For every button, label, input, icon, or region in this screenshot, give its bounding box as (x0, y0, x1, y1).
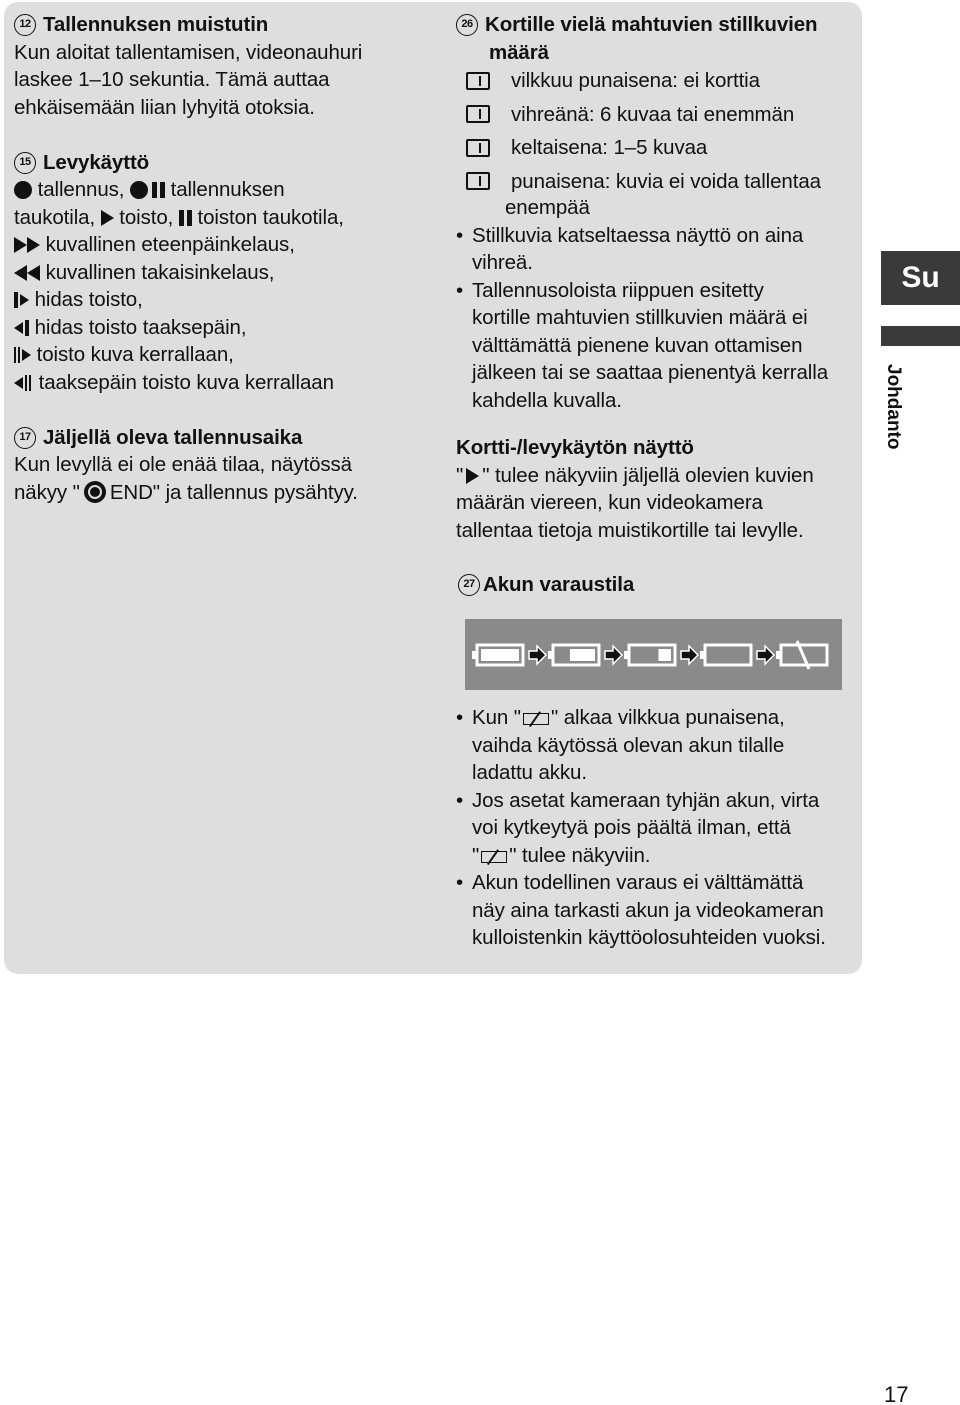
section-26-heading (456, 11, 856, 39)
battery-icon (548, 645, 599, 665)
arrow-right-icon (757, 646, 774, 664)
record-pause-icon (130, 181, 148, 199)
page-number: 17 (884, 1382, 909, 1405)
card-row-yellow: keltaisena: 1–5 kuvaa (456, 131, 856, 165)
card-row-red: punaisena: kuvia ei voida tallentaa (456, 165, 856, 199)
right-column (456, 11, 856, 599)
section-12-line: Kun aloitat tallentamisen, videonauhuri (14, 40, 363, 64)
empty-battery-icon (523, 713, 549, 725)
kortti-line: tallentaa tietoja muistikortille tai levylle. (456, 518, 804, 542)
section-26-title: Kortille vielä mahtuvien stillkuvien (485, 13, 818, 36)
disc-line-7: toisto kuva kerrallaan, (14, 341, 434, 369)
card-icon (466, 139, 490, 157)
item-number-15: 15 (14, 152, 36, 174)
section-17-line: näkyy " END" ja tallennus pysähtyy. (14, 480, 358, 504)
item-number-17: 17 (14, 427, 36, 449)
item-number-12: 12 (14, 14, 36, 36)
section-12-title: Tallennuksen muistutin (43, 13, 269, 36)
section-12-line: ehkäisemään liian lyhyitä otoksia. (14, 95, 315, 119)
list-item: • Tallennusoloista riippuen esitetty kortille mahtuvien stillkuvien määrä ei välttämättä pienene kuvan ottamisen jälkeen tai se saattaa pienentyä kerralla kahdella kuvalla. (456, 278, 829, 412)
section-26-title-cont: määrä (489, 40, 549, 64)
battery-notes (456, 704, 856, 952)
battery-icons (465, 619, 842, 690)
section-17-line: Kun levyllä ei ole enää tilaa, näytössä (14, 453, 352, 476)
arrow-right-icon (605, 646, 622, 664)
disc-line-1: tallennus, tallennuksen (14, 176, 434, 204)
section-15-heading (14, 149, 434, 177)
disc-line-5: hidas toisto, (14, 286, 434, 314)
section-15-title: Levykäyttö (43, 150, 150, 174)
battery-icon (624, 645, 675, 665)
pause-icon (179, 206, 192, 229)
disc-end-icon (84, 481, 106, 503)
slow-play-icon (14, 288, 29, 311)
card-icon (466, 105, 490, 123)
kortti-line: määrän viereen, kun videokamera (456, 491, 763, 514)
kortti-heading: Kortti-/levykäytön näyttö (456, 436, 694, 459)
list-item: • Kun " " alkaa vilkkua punaisena, vaihda käytössä olevan akun tilalle ladattu akku. (456, 706, 785, 784)
disc-line-4: kuvallinen takaisinkelaus, (14, 259, 434, 287)
item-number-26: 26 (456, 14, 478, 36)
disc-line-3: kuvallinen eteenpäinkelaus, (14, 231, 434, 259)
arrow-right-icon (681, 646, 698, 664)
disc-line-8: taaksepäin toisto kuva kerrallaan (14, 369, 434, 397)
no-card-icon (466, 72, 490, 90)
fast-forward-icon (14, 233, 40, 256)
play-icon (101, 210, 114, 226)
kortti-line: " " tulee näkyviin jäljellä olevien kuvien (456, 463, 814, 487)
left-column (14, 11, 434, 506)
battery-icon (472, 645, 523, 665)
side-divider (881, 326, 960, 346)
card-icon (466, 172, 490, 190)
card-row-green: vihreänä: 6 kuvaa tai enemmän (456, 98, 856, 132)
frame-reverse-icon (14, 371, 33, 394)
language-tab: Su (881, 251, 960, 305)
battery-fill (481, 649, 519, 661)
play-icon (466, 468, 479, 484)
list-item: • Stillkuvia katseltaessa näyttö on aina vihreä. (456, 223, 804, 274)
section-17-title: Jäljellä oleva tallennusaika (43, 425, 303, 449)
battery-fill (658, 649, 671, 661)
disc-line-6: hidas toisto taaksepäin, (14, 314, 434, 342)
disc-line-2: taukotila, toisto, toiston taukotila, (14, 205, 344, 229)
battery-icon (776, 641, 827, 669)
list-item: • Akun todellinen varaus ei välttämättä näy aina tarkasti akun ja videokameran kulloistenkin käyttöolosuhteiden vuoksi. (456, 871, 826, 949)
item-number-27: 27 (458, 574, 480, 596)
section-17-heading (14, 424, 434, 452)
record-icon (14, 181, 32, 199)
arrow-right-icon (529, 646, 546, 664)
battery-icon (700, 645, 751, 665)
section-12-heading (14, 11, 434, 39)
chapter-label: Johdanto (883, 364, 904, 450)
slow-reverse-icon (14, 316, 29, 339)
list-item: • Jos asetat kameraan tyhjän akun, virta voi kytkeytyä pois päältä ilman, että " " tulee näkyviin. (456, 788, 820, 867)
section-27-title: Akun varaustila (483, 573, 635, 596)
card-row-no-card: vilkkuu punaisena: ei korttia (456, 64, 856, 98)
section-12-line: laskee 1–10 sekuntia. Tämä auttaa (14, 68, 330, 91)
battery-fill (570, 649, 595, 661)
frame-advance-icon (14, 343, 31, 366)
empty-battery-icon (481, 851, 507, 863)
rewind-icon (14, 261, 40, 284)
battery-levels-figure (465, 619, 842, 690)
card-row-red-cont: enempää (505, 196, 590, 219)
section-27-heading (458, 571, 856, 599)
